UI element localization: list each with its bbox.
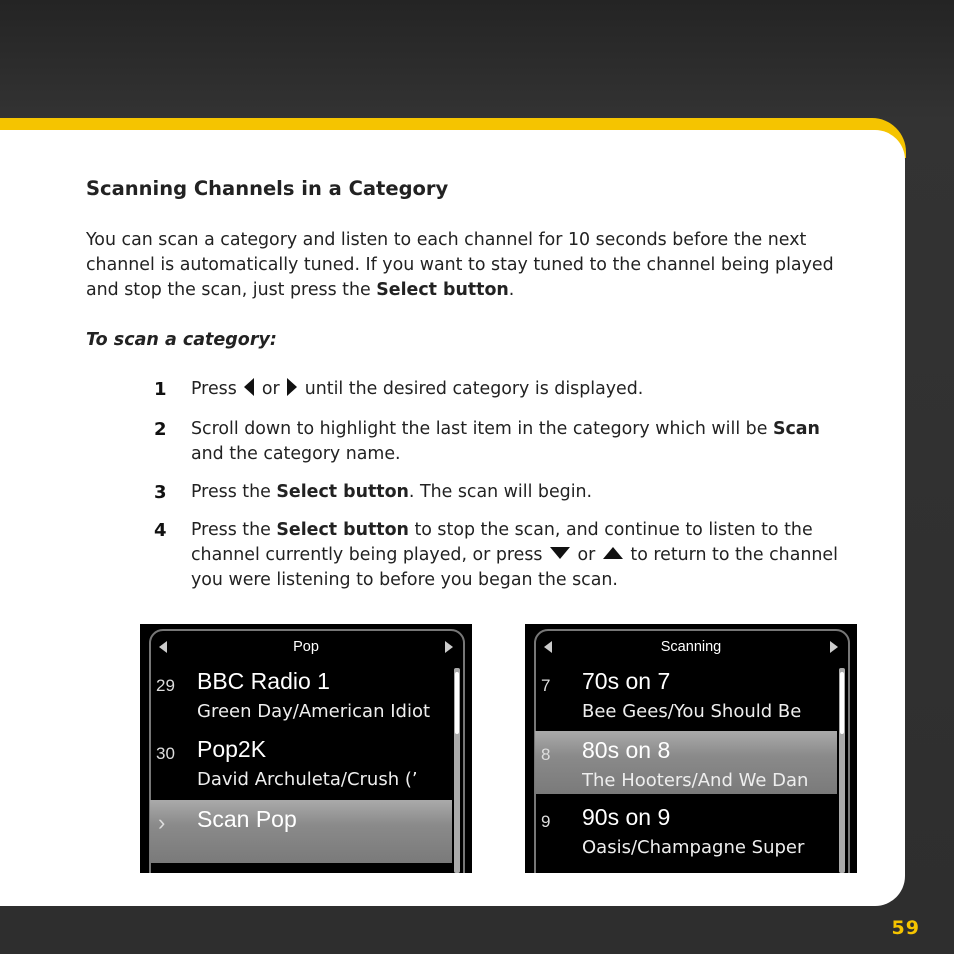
step-number: 3 xyxy=(154,482,167,503)
channel-name: 80s on 8 xyxy=(582,737,671,763)
channel-row[interactable] xyxy=(150,730,452,793)
right-arrow-icon xyxy=(287,378,297,396)
up-arrow-icon xyxy=(603,547,623,559)
channel-number: 29 xyxy=(156,676,175,695)
channel-number: 8 xyxy=(541,745,551,764)
channel-row[interactable] xyxy=(150,662,452,725)
channel-row[interactable] xyxy=(535,798,837,861)
scrollbar[interactable] xyxy=(839,668,845,873)
channel-number: 7 xyxy=(541,676,551,695)
channel-name: BBC Radio 1 xyxy=(197,668,330,694)
screen-header: Scanning xyxy=(660,639,722,655)
step-text: Press the Select button to stop the scan, and continue to listen to the channel currently being played, or press or to return to the channel you were listening to before you began the scan. xyxy=(191,520,838,590)
step-number: 1 xyxy=(154,379,167,400)
section-heading: Scanning Channels in a Category xyxy=(86,177,449,200)
channel-number: 30 xyxy=(156,744,175,763)
scroll-thumb[interactable] xyxy=(840,672,844,734)
scrollbar[interactable] xyxy=(454,668,460,873)
channel-name: Pop2K xyxy=(197,736,267,762)
device-screen-scanning xyxy=(525,624,857,873)
step-text: Scroll down to highlight the last item in the category which will be Scan and the category name. xyxy=(191,419,820,464)
chevron-right-icon: › xyxy=(158,810,166,835)
song-info: The Hooters/And We Dan xyxy=(582,770,809,791)
intro-paragraph xyxy=(86,228,866,303)
page-number: 59 xyxy=(891,917,920,939)
step-text: Press the Select button. The scan will begin. xyxy=(191,482,593,502)
channel-name: 90s on 9 xyxy=(582,804,671,830)
channel-row[interactable] xyxy=(535,662,837,725)
device-screen-pop xyxy=(140,624,472,873)
right-arrow-icon xyxy=(830,641,838,653)
step-number: 4 xyxy=(154,520,167,541)
subheading: To scan a category: xyxy=(86,330,277,350)
channel-name: 70s on 7 xyxy=(582,668,671,694)
step-text: Press or until the desired category is displayed. xyxy=(191,379,644,399)
song-info: Bee Gees/You Should Be xyxy=(582,701,802,722)
right-arrow-icon xyxy=(445,641,453,653)
left-arrow-icon xyxy=(244,378,254,396)
scan-row-selected[interactable] xyxy=(150,800,452,863)
intro-bold: Select button xyxy=(376,280,509,300)
down-arrow-icon xyxy=(550,547,570,559)
song-info: Oasis/Champagne Super xyxy=(582,837,805,858)
intro-text: You can scan a category and listen to each channel for 10 seconds before the next channel is automatically tuned. If you want to stay tuned to the channel being played and stop the scan, just press the xyxy=(86,230,834,300)
scroll-thumb[interactable] xyxy=(455,672,459,734)
song-info: David Archuleta/Crush (’ xyxy=(197,769,418,790)
channel-number: 9 xyxy=(541,812,551,831)
scan-label: Scan Pop xyxy=(197,806,297,832)
step-number: 2 xyxy=(154,419,167,440)
channel-row-selected[interactable] xyxy=(535,731,837,794)
intro-text-end: . xyxy=(508,280,515,300)
screen-header: Pop xyxy=(293,639,319,655)
song-info: Green Day/American Idiot xyxy=(197,701,431,722)
